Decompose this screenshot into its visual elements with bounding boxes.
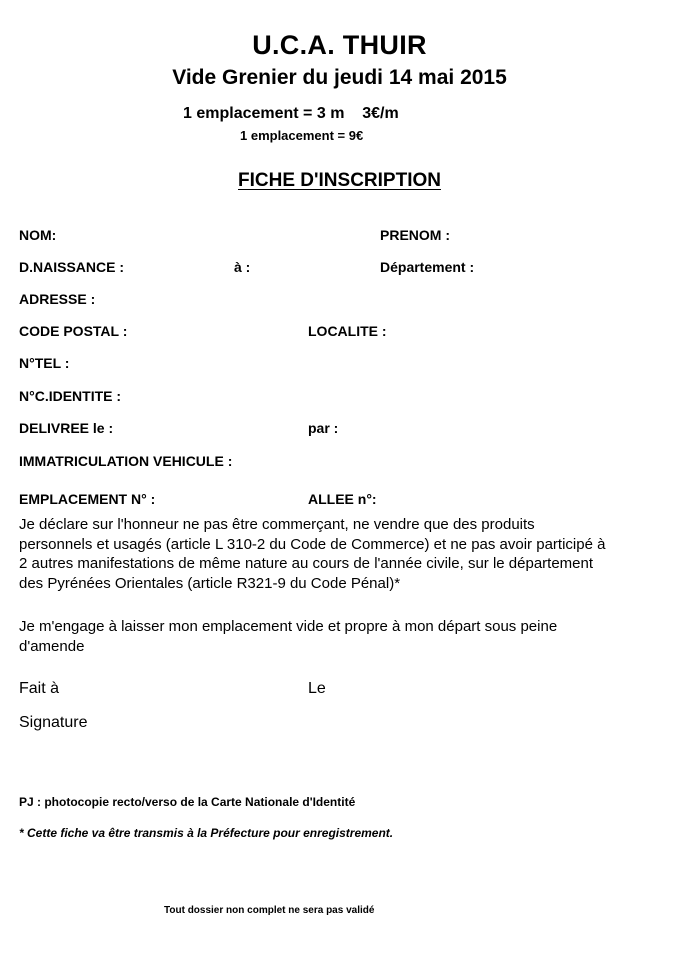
field-naissance: D.NAISSANCE :: [19, 259, 125, 275]
engagement-paragraph: [19, 617, 639, 656]
declaration-line: des Pyrénées Orientales (article R321-9 du Code Pénal)*: [19, 574, 401, 592]
event-subtitle: Vide Grenier du jeudi 14 mai 2015: [172, 66, 507, 89]
field-tel: N°TEL :: [19, 355, 70, 371]
prefecture-note: * Cette fiche va être transmis à la Préfecture pour enregistrement.: [19, 826, 394, 840]
field-identite: N°C.IDENTITE :: [19, 388, 122, 404]
field-nom: NOM:: [19, 227, 57, 243]
price-line-2: 1 emplacement = 9€: [240, 128, 364, 143]
declaration-paragraph: [19, 515, 639, 593]
declaration-line: personnels et usagés (article L 310-2 du Code de Commerce) et ne pas avoir participé à: [19, 535, 606, 553]
field-lieu-naissance: à :: [234, 259, 251, 275]
field-immatriculation: IMMATRICULATION VEHICULE :: [19, 453, 233, 469]
date-label: Le: [308, 680, 326, 697]
field-par: par :: [308, 420, 339, 436]
field-adresse: ADRESSE :: [19, 291, 96, 307]
fait-a-label: Fait à: [19, 680, 60, 697]
field-allee: ALLEE n°:: [308, 491, 377, 507]
form-title: FICHE D'INSCRIPTION: [238, 170, 441, 191]
incomplete-warning: Tout dossier non complet ne sera pas validé: [164, 905, 375, 916]
field-prenom: PRENOM :: [380, 227, 450, 243]
engagement-line: Je m'engage à laisser mon emplacement vide et propre à mon départ sous peine: [19, 618, 558, 635]
document-title: U.C.A. THUIR: [252, 30, 427, 60]
field-departement: Département :: [380, 259, 475, 275]
field-code-postal: CODE POSTAL :: [19, 323, 128, 339]
price-line-1: 1 emplacement = 3 m 3€/m: [183, 105, 399, 122]
declaration-line: Je déclare sur l'honneur ne pas être commerçant, ne vendre que des produits: [19, 516, 535, 533]
signature-label: Signature: [19, 714, 88, 731]
pj-note: PJ : photocopie recto/verso de la Carte Nationale d'Identité: [19, 795, 356, 809]
field-emplacement: EMPLACEMENT N° :: [19, 491, 156, 507]
engagement-line: d'amende: [19, 637, 85, 655]
declaration-line: 2 autres manifestations de même nature au cours de l'année civile, sur le département: [19, 555, 594, 572]
field-delivree: DELIVREE le :: [19, 420, 114, 436]
field-localite: LOCALITE :: [308, 323, 387, 339]
